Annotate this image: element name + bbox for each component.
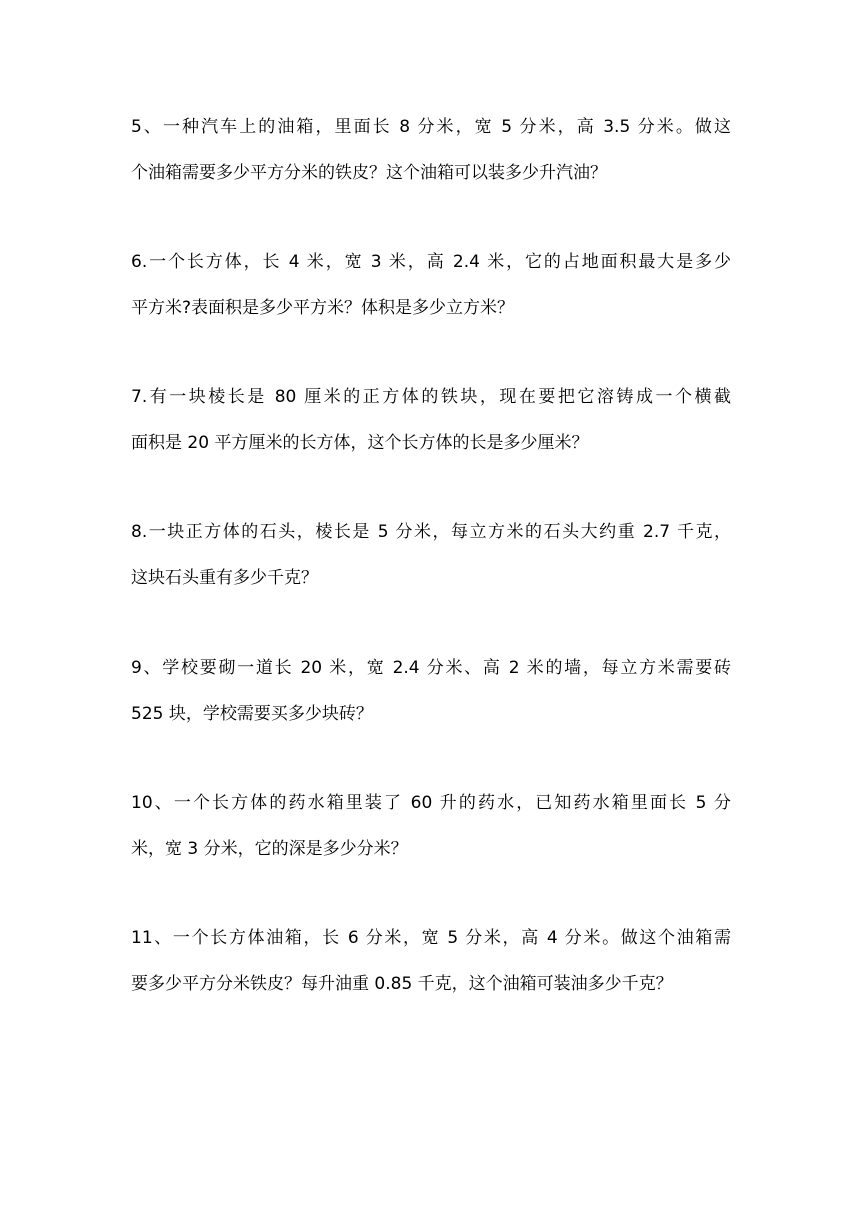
question-9-line-2: 525 块，学校需要买多少块砖？ [131, 704, 373, 724]
question-8-line-2: 这块石头重有多少千克？ [131, 568, 318, 588]
question-8 [131, 509, 731, 601]
question-10-line-2: 米，宽 3 分米，它的深是多少分米？ [131, 839, 408, 859]
question-11 [131, 915, 731, 1007]
question-7-line-2: 面积是 20 平方厘米的长方体，这个长方体的长是多少厘米？ [131, 433, 589, 453]
question-7 [131, 374, 731, 466]
question-9-line-1: 9、学校要砌一道长 20 米，宽 2.4 分米、高 2 米的墙，每立方米需要砖 [131, 658, 731, 678]
question-11-line-1: 11、一个长方体油箱，长 6 分米，宽 5 分米，高 4 分米。做这个油箱需 [131, 928, 731, 948]
question-10-line-1: 10、一个长方体的药水箱里装了 60 升的药水，已知药水箱里面长 5 分 [131, 793, 731, 813]
question-6-line-2: 平方米?表面积是多少平方米？体积是多少立方米？ [131, 298, 515, 318]
question-10 [131, 780, 731, 872]
question-11-line-2: 要多少平方分米铁皮？每升油重 0.85 千克，这个油箱可装油多少千克？ [131, 974, 673, 994]
question-5-line-2: 个油箱需要多少平方分米的铁皮？这个油箱可以装多少升汽油？ [131, 163, 607, 183]
question-7-line-1: 7.有一块棱长是 80 厘米的正方体的铁块，现在要把它溶铸成一个横截 [131, 387, 731, 407]
question-6 [131, 239, 731, 331]
question-9 [131, 645, 731, 737]
question-6-line-1: 6.一个长方体，长 4 米，宽 3 米，高 2.4 米，它的占地面积最大是多少 [131, 252, 731, 272]
question-8-line-1: 8.一块正方体的石头，棱长是 5 分米，每立方米的石头大约重 2.7 千克， [131, 522, 731, 542]
question-5-line-1: 5、一种汽车上的油箱，里面长 8 分米，宽 5 分米，高 3.5 分米。做这 [131, 117, 731, 137]
question-5 [131, 104, 731, 196]
